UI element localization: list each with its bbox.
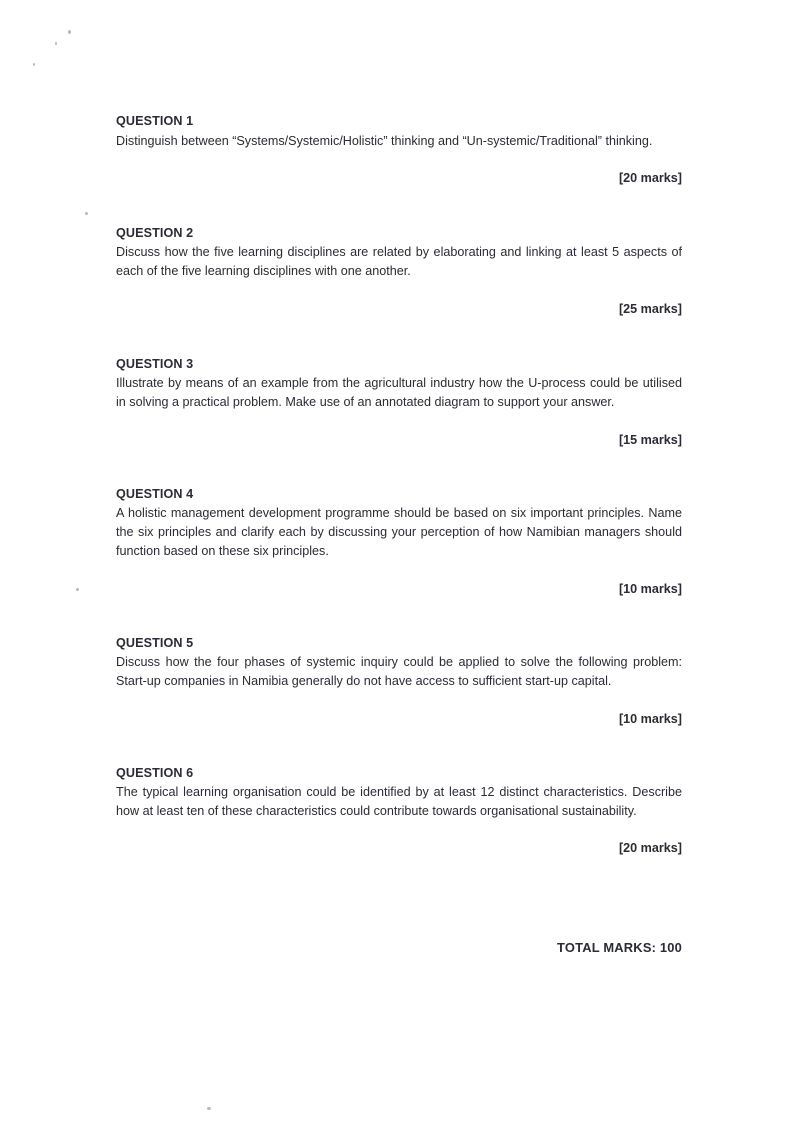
scan-speckle [207,1107,211,1110]
question-item [116,634,682,728]
question-spacer [116,187,682,224]
scan-speckle [76,588,79,591]
question-spacer [116,598,682,634]
question-marks: [25 marks] [618,301,682,316]
question-heading: QUESTION 5 [116,635,194,650]
question-heading: QUESTION 3 [116,356,194,371]
question-item [116,764,682,858]
question-marks: [20 marks] [618,841,682,856]
scan-speckle [85,212,88,215]
question-marks: [10 marks] [618,581,682,596]
question-marks: [20 marks] [618,170,682,185]
question-spacer [116,728,682,764]
question-spacer [116,318,682,355]
question-spacer [116,449,682,485]
question-heading: QUESTION 6 [116,765,194,780]
question-item [116,355,682,449]
scan-speckle [68,30,71,34]
total-marks: TOTAL MARKS: 100 [557,940,682,956]
question-heading: QUESTION 4 [116,486,194,501]
scan-speckle [55,42,57,45]
question-body: Discuss how the five learning disciplines are related by elaborating and linking at least 5 aspects of each of the five learning disciplines with one another. [116,245,682,279]
total-marks-container [116,940,682,955]
question-list [116,112,682,955]
question-item [116,112,682,187]
question-item [116,224,682,318]
question-body: Distinguish between “Systems/Systemic/Holistic” thinking and “Un-systemic/Traditional” thinking. [116,133,653,148]
scan-speckle [33,63,35,66]
question-heading: QUESTION 2 [116,225,194,240]
question-heading: QUESTION 1 [116,114,194,128]
question-body: Discuss how the four phases of systemic inquiry could be applied to solve the following problem: Start-up companies in Namibia generally do not have access to sufficient start-up capital. [116,655,682,689]
question-body: The typical learning organisation could be identified by at least 12 distinct characteristics. Describe how at least ten of these characteristics could contribute towards organisational sustainability. [116,785,682,819]
question-body: Illustrate by means of an example from the agricultural industry how the U-process could be utilised in solving a practical problem. Make use of an annotated diagram to support your answer. [116,376,682,410]
question-body: A holistic management development programme should be based on six important principles. Name the six principles and clarify each by discussing your perception of how Namibian managers should function based on these six principles. [116,506,682,559]
question-marks: [15 marks] [618,432,682,447]
question-item [116,485,682,598]
question-marks: [10 marks] [618,711,682,726]
